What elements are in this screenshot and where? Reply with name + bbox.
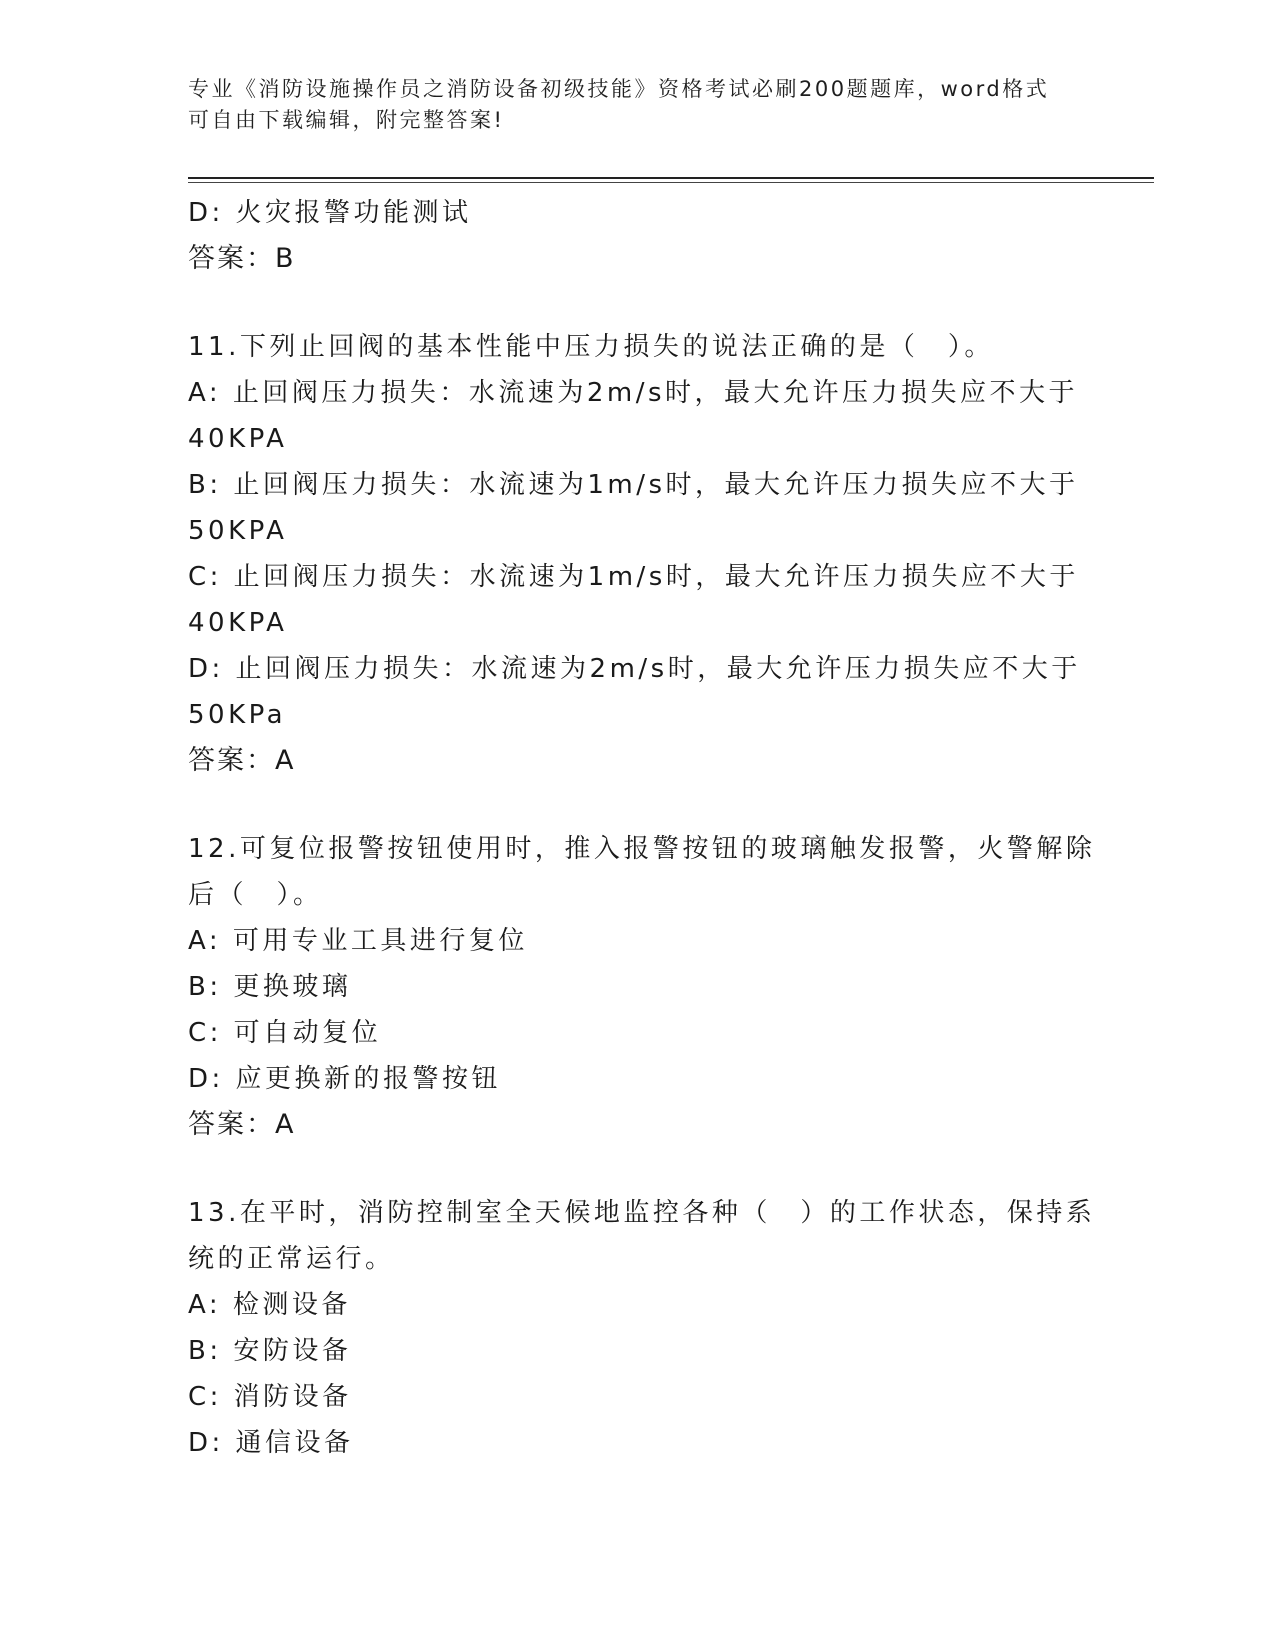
option-d: D: 应更换新的报警按钮 [188,1064,502,1094]
answer: 答案：A [188,1109,296,1140]
option-c-continued: 40KPA [188,608,288,638]
option-a: A: 止回阀压力损失：水流速为2m/s时，最大允许压力损失应不大于 [188,378,1079,408]
question-12 [188,826,1096,1148]
option-d: D: 止回阀压力损失：水流速为2m/s时，最大允许压力损失应不大于 [188,654,1081,684]
prev-answer: 答案：B [188,243,296,274]
option-c: C: 可自动复位 [188,1018,382,1048]
question-stem: 13.在平时，消防控制室全天候地监控各种（ ）的工作状态，保持系 [188,1198,1096,1228]
spacer [188,784,1088,826]
page-header: 专业《消防设施操作员之消防设备初级技能》资格考试必刷200题题库，word格式可自由下载编辑，附完整答案! [188,77,1050,132]
header-divider-thick [188,177,1154,179]
answer: 答案：A [188,745,296,776]
option-b: B: 更换玻璃 [188,972,352,1002]
spacer [188,282,1088,324]
option-a: A: 检测设备 [188,1290,351,1320]
option-d: D: 通信设备 [188,1428,354,1458]
option-c: C: 止回阀压力损失：水流速为1m/s时，最大允许压力损失应不大于 [188,562,1079,592]
option-b: B: 止回阀压力损失：水流速为1m/s时，最大允许压力损失应不大于 [188,470,1079,500]
option-b: B: 安防设备 [188,1336,352,1366]
question-13 [188,1190,1096,1466]
header-divider-thin [188,182,1154,183]
question-11 [188,324,1088,784]
option-c: C: 消防设备 [188,1382,352,1412]
question-content [188,190,1096,1466]
option-b-continued: 50KPA [188,516,288,546]
question-stem: 11.下列止回阀的基本性能中压力损失的说法正确的是（ ）。 [188,332,994,362]
option-a: A: 可用专业工具进行复位 [188,926,528,956]
question-stem-continued: 统的正常运行。 [188,1244,395,1274]
prev-option-d: D: 火灾报警功能测试 [188,198,472,228]
question-stem-continued: 后（ ）。 [188,880,323,910]
option-d-continued: 50KPa [188,700,287,730]
option-a-continued: 40KPA [188,424,288,454]
question-stem: 12.可复位报警按钮使用时，推入报警按钮的玻璃触发报警，火警解除 [188,834,1096,864]
spacer [188,1148,1088,1190]
